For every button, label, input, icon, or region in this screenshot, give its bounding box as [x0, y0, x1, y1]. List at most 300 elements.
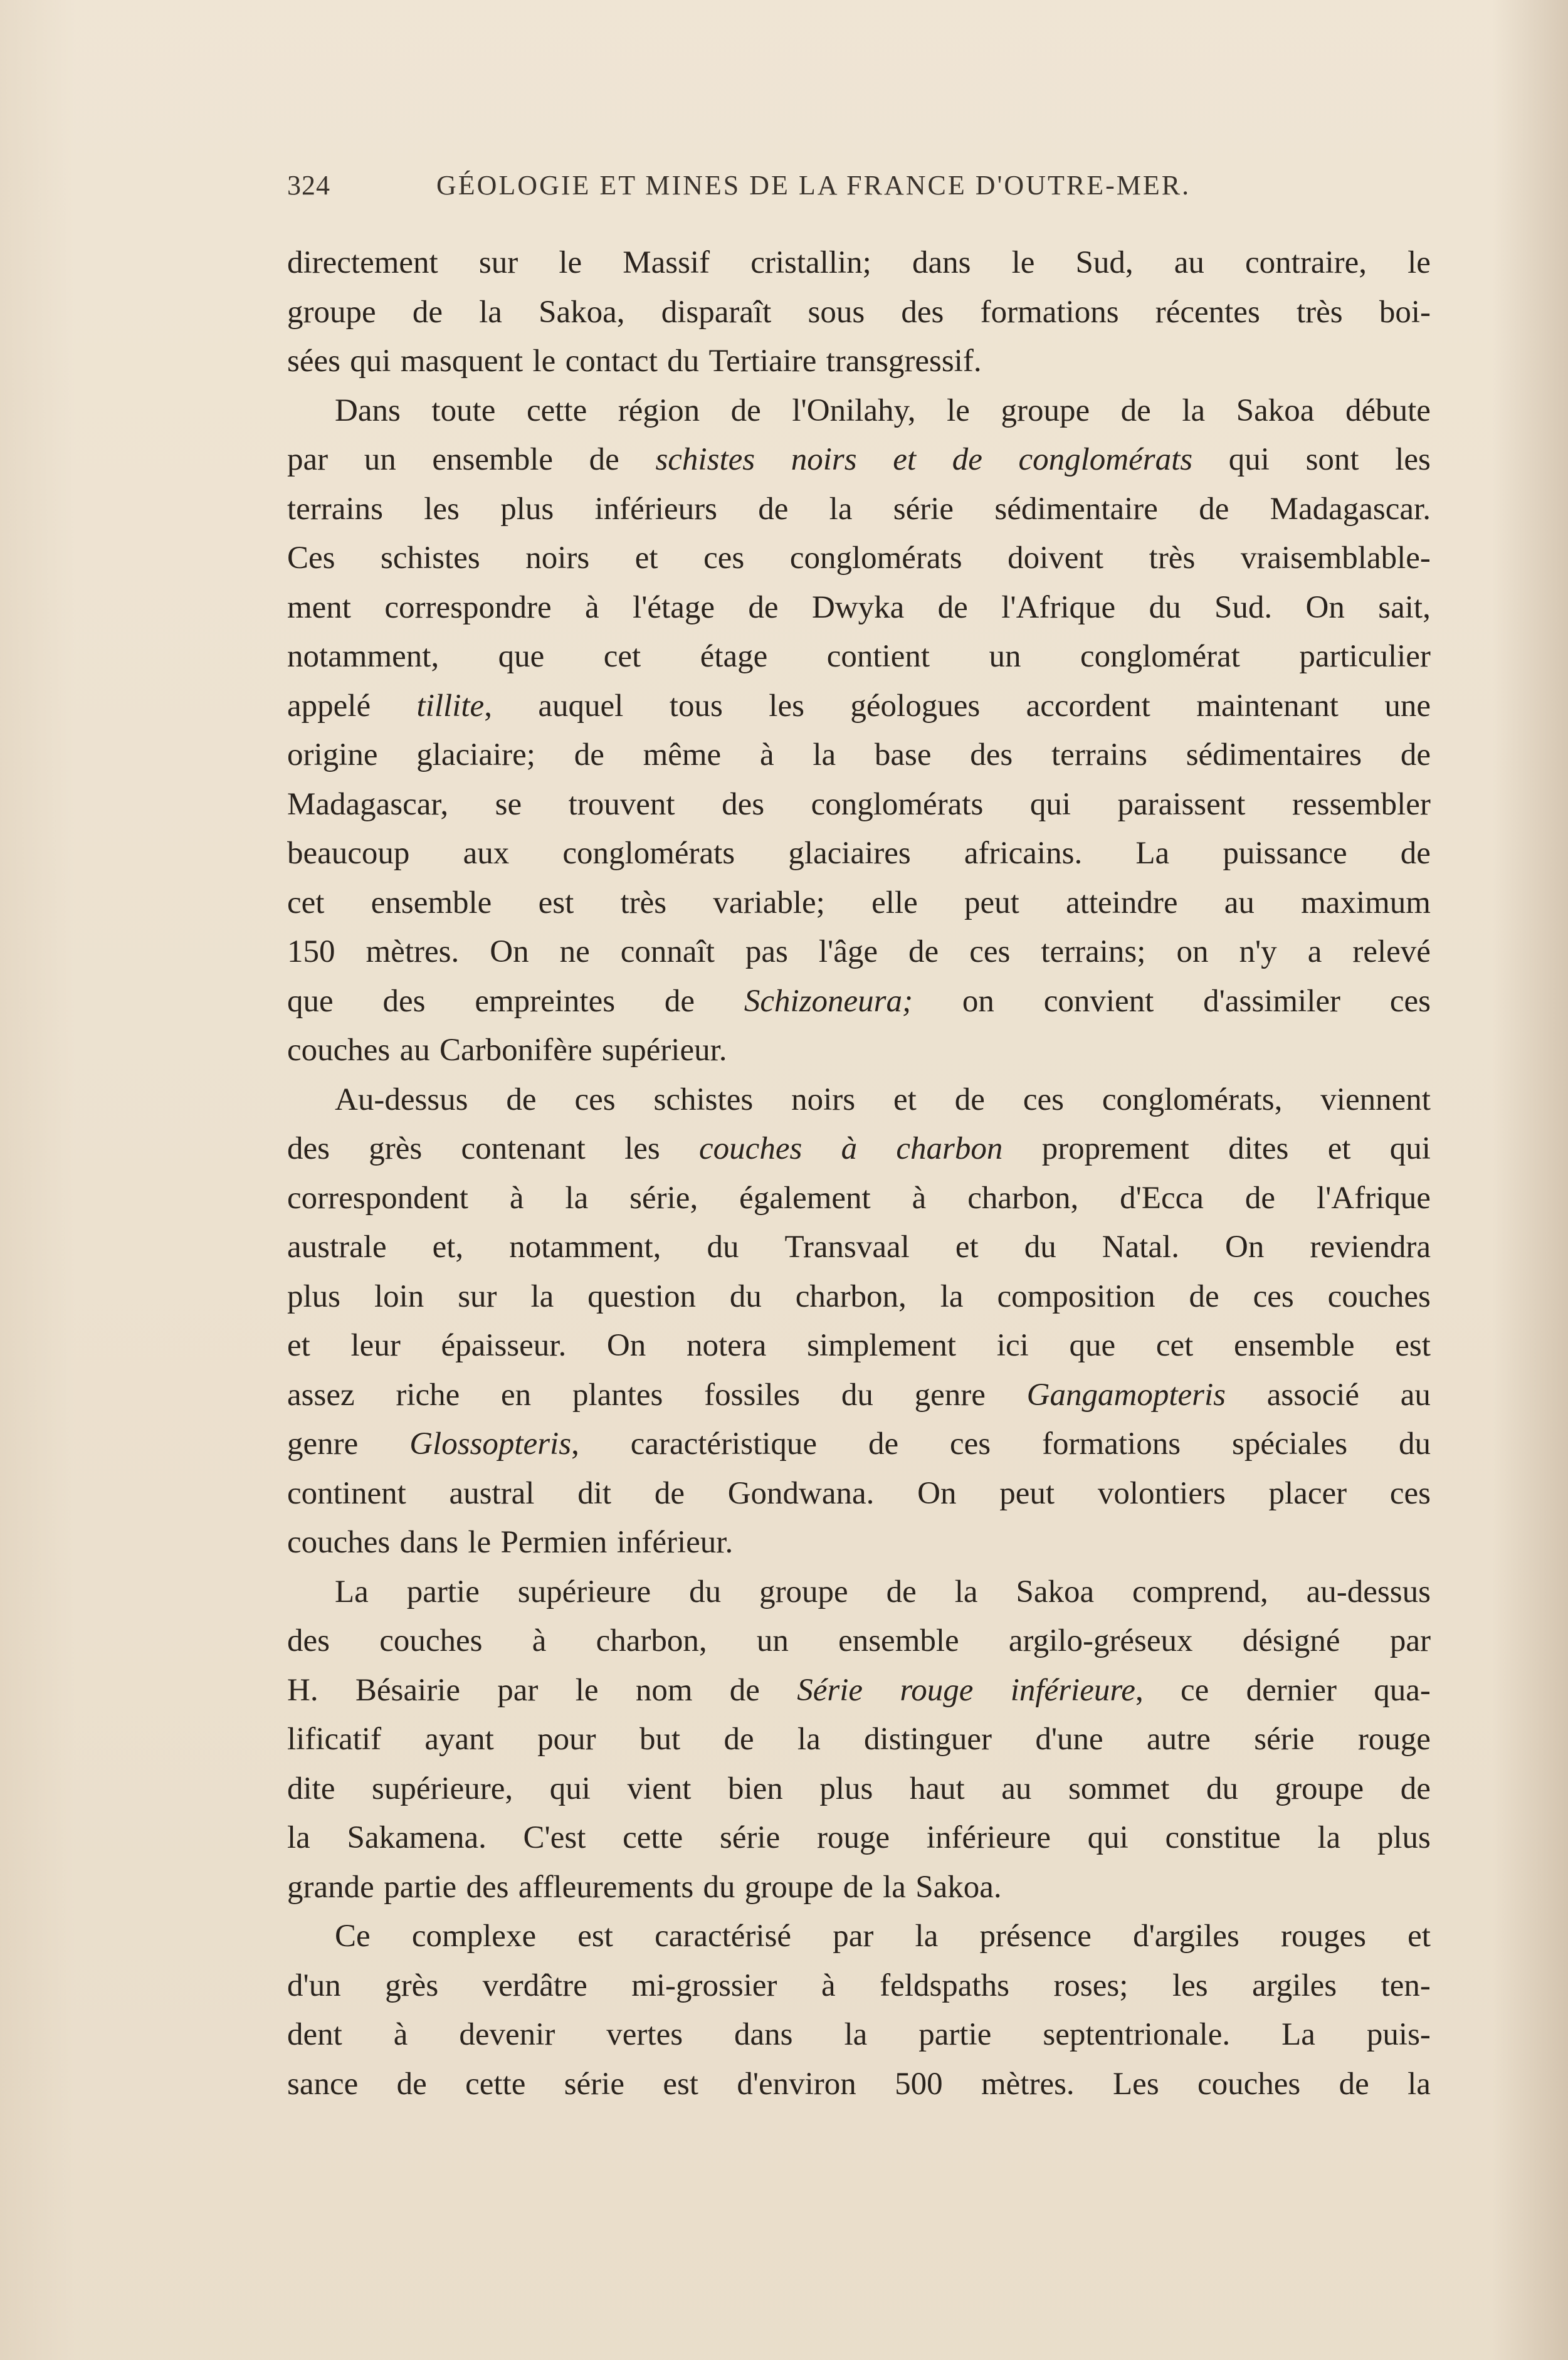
word: comprend, [1132, 1574, 1268, 1609]
word: du [841, 1377, 873, 1413]
word: par [497, 1672, 539, 1708]
word: ressembler [1292, 786, 1431, 822]
word: par [833, 1919, 874, 1954]
word: H. [287, 1672, 318, 1708]
word: de [1189, 1278, 1219, 1314]
word: le [1408, 245, 1431, 280]
word: elle [871, 885, 918, 920]
word: On [917, 1475, 957, 1511]
word: ces [950, 1426, 991, 1462]
word: dite [287, 1771, 335, 1806]
word: Les [1113, 2066, 1159, 2102]
word: contact [565, 344, 658, 379]
word: la [797, 1722, 821, 1757]
word: paraissent [1117, 786, 1246, 822]
word: On [1305, 589, 1345, 625]
word: des [382, 983, 426, 1019]
word: est [1395, 1328, 1431, 1363]
word: autre [1146, 1722, 1211, 1757]
word: Sakoa [1016, 1574, 1095, 1609]
text-line [287, 1666, 1431, 1715]
word: les [1395, 442, 1431, 477]
word: Tertiaire [708, 344, 817, 379]
word: Sakamena. [347, 1820, 487, 1855]
word: notamment, [287, 639, 439, 674]
word: cristallin; [750, 245, 871, 280]
word: volontiers [1097, 1475, 1226, 1511]
word: série [893, 491, 954, 527]
word: verdâtre [482, 1968, 587, 2003]
word: conglomérats [811, 786, 984, 822]
word: bien [727, 1771, 783, 1806]
word: terrains [287, 491, 383, 527]
word: affleurements [518, 1869, 694, 1905]
italic-term: Série [797, 1672, 863, 1708]
word: de [1400, 737, 1431, 772]
word: caractéristique [630, 1426, 818, 1462]
word: Ce [335, 1919, 371, 1954]
word: ces [1389, 1475, 1431, 1511]
text-line [287, 534, 1431, 583]
word: d'environ [737, 2066, 856, 2102]
word: et, [432, 1230, 464, 1265]
word: épaisseur. [441, 1328, 567, 1363]
word: ces [703, 540, 745, 576]
italic-term: couches [699, 1131, 802, 1166]
italic-term: à [841, 1131, 858, 1166]
word: grès [385, 1968, 439, 2003]
word: de [758, 491, 789, 527]
italic-term: conglomérats [1018, 442, 1193, 477]
word: C'est [523, 1820, 586, 1855]
word: Bésairie [355, 1672, 460, 1708]
word: doivent [1008, 540, 1104, 576]
word: , [571, 1426, 579, 1462]
word: du [689, 1574, 722, 1609]
text-line [287, 386, 1431, 436]
word: continent [287, 1475, 406, 1511]
word: viennent [1320, 1082, 1431, 1117]
word: le [947, 392, 970, 428]
word: rouge [1357, 1722, 1431, 1757]
word: supérieur. [601, 1033, 727, 1068]
word: 150 [287, 934, 335, 969]
word: de [654, 1475, 685, 1511]
word: , [1135, 1672, 1144, 1708]
word: en [501, 1377, 532, 1413]
word: distinguer [864, 1722, 992, 1757]
word: rouge [816, 1820, 890, 1855]
word: une [1384, 688, 1431, 724]
word: supérieure [517, 1574, 651, 1609]
word: d'une [1035, 1722, 1103, 1757]
word: dans [912, 245, 971, 280]
word-group [1011, 1666, 1144, 1715]
word: du [729, 1278, 762, 1314]
word: cette [623, 1820, 683, 1855]
word: débute [1345, 392, 1431, 428]
word: Natal. [1102, 1230, 1179, 1265]
word: la [1408, 2066, 1431, 2102]
word: supérieure, [372, 1771, 513, 1806]
text-line [287, 485, 1431, 534]
word-group [417, 682, 492, 731]
word: la [829, 491, 853, 527]
word: au [1224, 885, 1255, 920]
word: spéciales [1231, 1426, 1348, 1462]
word: des [287, 1131, 330, 1166]
word: on [962, 983, 994, 1019]
word: beaucoup [287, 836, 410, 871]
word: est [577, 1919, 613, 1954]
word: constitue [1165, 1820, 1281, 1855]
word: de [574, 737, 604, 772]
word: plus [819, 1771, 873, 1806]
word: glaciaire; [416, 737, 535, 772]
word: connaît [620, 934, 715, 969]
word: conglomérats, [1102, 1082, 1283, 1117]
word: Gondwana. [727, 1475, 875, 1511]
word: la [287, 1820, 310, 1855]
word: de [729, 1672, 760, 1708]
word: la [1317, 1820, 1341, 1855]
word: sommet [1068, 1771, 1170, 1806]
word: simplement [807, 1328, 957, 1363]
word: un [756, 1623, 789, 1658]
word: On [490, 934, 529, 969]
word: notamment, [509, 1230, 661, 1265]
text-line [287, 1912, 1431, 1961]
word: ce [1180, 1672, 1209, 1708]
word: variable; [713, 885, 825, 920]
word: trouvent [568, 786, 675, 822]
word: terrains; [1041, 934, 1146, 969]
word: , [484, 688, 492, 724]
word: le [468, 1525, 492, 1560]
word: Madagascar, [287, 786, 449, 822]
word: présence [979, 1919, 1092, 1954]
word: partie [384, 1869, 457, 1905]
word: la [844, 2017, 868, 2052]
word: l'Afrique [1316, 1180, 1431, 1216]
word: vient [627, 1771, 692, 1806]
word: les [1172, 1968, 1208, 2003]
word: pour [537, 1722, 596, 1757]
text-line [287, 1567, 1431, 1617]
word: la [954, 1574, 978, 1609]
word: à [912, 1180, 927, 1216]
word: groupe [744, 1869, 834, 1905]
word: sées [287, 344, 340, 379]
word: la [530, 1278, 554, 1314]
word: maximum [1301, 885, 1431, 920]
word: qui [549, 1771, 591, 1806]
text-line [287, 632, 1431, 682]
word: argilo-gréseux [1008, 1623, 1193, 1658]
word: à [585, 589, 599, 625]
word: Permien [500, 1525, 608, 1560]
word: un [364, 442, 396, 477]
word: de [748, 589, 779, 625]
text-line [287, 1026, 1431, 1075]
word: grès [369, 1131, 423, 1166]
word: On [606, 1328, 646, 1363]
word: relevé [1352, 934, 1431, 969]
word: ten- [1381, 1968, 1431, 2003]
word: l'âge [818, 934, 878, 969]
italic-term: Gangamopteris [1026, 1377, 1226, 1413]
word: africains. [964, 836, 1083, 871]
word: au-dessus [1306, 1574, 1431, 1609]
word: fossiles [704, 1377, 801, 1413]
word: sédimentaire [994, 491, 1158, 527]
word: la [883, 1869, 906, 1905]
text-line [287, 2060, 1431, 2109]
word: contenant [461, 1131, 586, 1166]
text-line [287, 1961, 1431, 2011]
word: charbon, [596, 1623, 707, 1658]
text-line [287, 1420, 1431, 1469]
italic-term: rouge [900, 1672, 974, 1708]
word: on [1176, 934, 1209, 969]
word: désigné [1242, 1623, 1340, 1658]
word: conglomérat [1080, 639, 1240, 674]
word: des [722, 786, 765, 822]
word: la [940, 1278, 964, 1314]
word: la [565, 1180, 589, 1216]
word: de [1199, 491, 1229, 527]
word: charbon, [795, 1278, 907, 1314]
word: Sud. [1214, 589, 1273, 625]
word: d'argiles [1133, 1919, 1239, 1954]
word: dans [734, 2017, 793, 2052]
word: et [634, 540, 658, 576]
word: couches [287, 1033, 391, 1068]
word: le [575, 1672, 599, 1708]
word: La [335, 1574, 369, 1609]
word: plus [500, 491, 554, 527]
word: de [1339, 2066, 1369, 2102]
text-line [287, 1174, 1431, 1223]
word: ces [1253, 1278, 1294, 1314]
text-line [287, 1863, 1431, 1912]
word: les [424, 491, 460, 527]
word: du [667, 344, 700, 379]
word: couches [1197, 2066, 1301, 2102]
word: cet [1155, 1328, 1194, 1363]
word: le [1011, 245, 1035, 280]
word: ces [1023, 1082, 1064, 1117]
word: partie [918, 2017, 992, 2052]
word: peut [964, 885, 1019, 920]
word: de [1400, 1771, 1431, 1806]
word: Dans [335, 392, 401, 428]
word: Massif [623, 245, 710, 280]
word: par [1389, 1623, 1431, 1658]
word: inférieur. [616, 1525, 734, 1560]
word: à [759, 737, 774, 772]
italic-term: inférieure [1010, 1672, 1135, 1708]
word: terrains [1051, 737, 1147, 772]
word: leur [350, 1328, 401, 1363]
word: groupe [759, 1574, 848, 1609]
word: loin [374, 1278, 424, 1314]
italic-term: et [893, 442, 917, 477]
word: Sakoa [1236, 392, 1315, 428]
word: par [287, 442, 329, 477]
word: schistes [653, 1082, 754, 1117]
word: série, [629, 1180, 698, 1216]
word: de [664, 983, 695, 1019]
word: cette [465, 2066, 526, 2102]
word: devenir [459, 2017, 555, 2052]
text-line [287, 682, 1431, 731]
word: au [1001, 1771, 1032, 1806]
word: origine [287, 737, 378, 772]
text-line [287, 1371, 1431, 1420]
word: est [538, 885, 574, 920]
text-line [287, 1764, 1431, 1814]
text-line [287, 1469, 1431, 1519]
word: de [1244, 1180, 1276, 1216]
word: auquel [538, 688, 624, 724]
word: de [1400, 836, 1431, 871]
word: de [886, 1574, 917, 1609]
word: et [893, 1082, 917, 1117]
text-line [287, 1223, 1431, 1272]
word: d'assimiler [1203, 983, 1340, 1019]
word: atteindre [1066, 885, 1178, 920]
word: sous [808, 294, 865, 330]
word: de [412, 294, 443, 330]
word: but [639, 1722, 681, 1757]
word: reviendra [1310, 1230, 1431, 1265]
word: du [703, 1869, 735, 1905]
text-line [287, 337, 1431, 386]
italic-term: tillite [416, 688, 485, 724]
word: du [1149, 589, 1181, 625]
word: au [1400, 1377, 1431, 1413]
word: la [813, 737, 836, 772]
word: ces [574, 1082, 616, 1117]
word: ensemble [838, 1623, 959, 1658]
word: sont [1305, 442, 1359, 477]
word: couches [379, 1623, 483, 1658]
word: cet [287, 885, 325, 920]
word: de [937, 589, 968, 625]
italic-term: de [952, 442, 982, 477]
word: qui [350, 344, 391, 379]
word: l'Onilahy, [792, 392, 916, 428]
word: série [720, 1820, 781, 1855]
word: série [564, 2066, 624, 2102]
word: couches [1327, 1278, 1431, 1314]
word: composition [997, 1278, 1155, 1314]
word: n'y [1239, 934, 1277, 969]
word: nom [635, 1672, 693, 1708]
word: masquent [400, 344, 524, 379]
word: au [399, 1033, 430, 1068]
word: placer [1268, 1475, 1347, 1511]
word: vraisemblable- [1240, 540, 1431, 576]
word: tous [669, 688, 723, 724]
word: austral [449, 1475, 535, 1511]
word: sait, [1378, 589, 1431, 625]
word: même [643, 737, 722, 772]
text-line [287, 1075, 1431, 1125]
word: le [532, 344, 556, 379]
word: partie [406, 1574, 480, 1609]
word: se [495, 786, 522, 822]
word: noirs [525, 540, 590, 576]
word: ces [1389, 983, 1431, 1019]
word: que [1069, 1328, 1116, 1363]
word: de [954, 1082, 985, 1117]
running-head [287, 169, 1431, 207]
word: un [989, 639, 1021, 674]
word: Au-dessus [335, 1082, 468, 1117]
word: assez [287, 1377, 355, 1413]
text-line [287, 780, 1431, 830]
word: pas [745, 934, 788, 969]
word: peut [999, 1475, 1055, 1511]
word: dites [1228, 1131, 1289, 1166]
word: roses; [1053, 1968, 1129, 2003]
word: Sud, [1075, 245, 1134, 280]
italic-term: schistes [655, 442, 755, 477]
word: aux [463, 836, 510, 871]
word: de [868, 1426, 899, 1462]
word: plantes [572, 1377, 663, 1413]
word: qui [1389, 1131, 1431, 1166]
word: a [1307, 934, 1322, 969]
text-line [287, 1518, 1431, 1567]
word: schistes [381, 540, 480, 576]
word: d'un [287, 1968, 341, 2003]
word: et [287, 1328, 310, 1363]
word-group [409, 1420, 579, 1469]
text-line [287, 1272, 1431, 1322]
word: ici [996, 1328, 1029, 1363]
text-line [287, 583, 1431, 633]
word: noirs [791, 1082, 856, 1117]
word: ensemble [371, 885, 492, 920]
word: Ces [287, 540, 335, 576]
word: l'étage [633, 589, 715, 625]
word: des [466, 1869, 509, 1905]
word: du [1024, 1230, 1056, 1265]
word: du [707, 1230, 739, 1265]
word: toute [431, 392, 496, 428]
word: sance [287, 2066, 359, 2102]
word: formations [980, 294, 1119, 330]
word: qui [1087, 1820, 1129, 1855]
word: ment [287, 589, 351, 625]
word: est [663, 2066, 698, 2102]
word: sur [458, 1278, 497, 1314]
word: d'Ecca [1120, 1180, 1204, 1216]
word: étage [700, 639, 768, 674]
word: On [1225, 1230, 1265, 1265]
word: empreintes [475, 983, 616, 1019]
word: des [901, 294, 944, 330]
word: formations [1042, 1426, 1181, 1462]
word: riche [396, 1377, 460, 1413]
word: feldspaths [880, 1968, 1009, 2003]
text-line [287, 1321, 1431, 1371]
word: contraire, [1245, 245, 1367, 280]
word: 500 [895, 2066, 943, 2102]
